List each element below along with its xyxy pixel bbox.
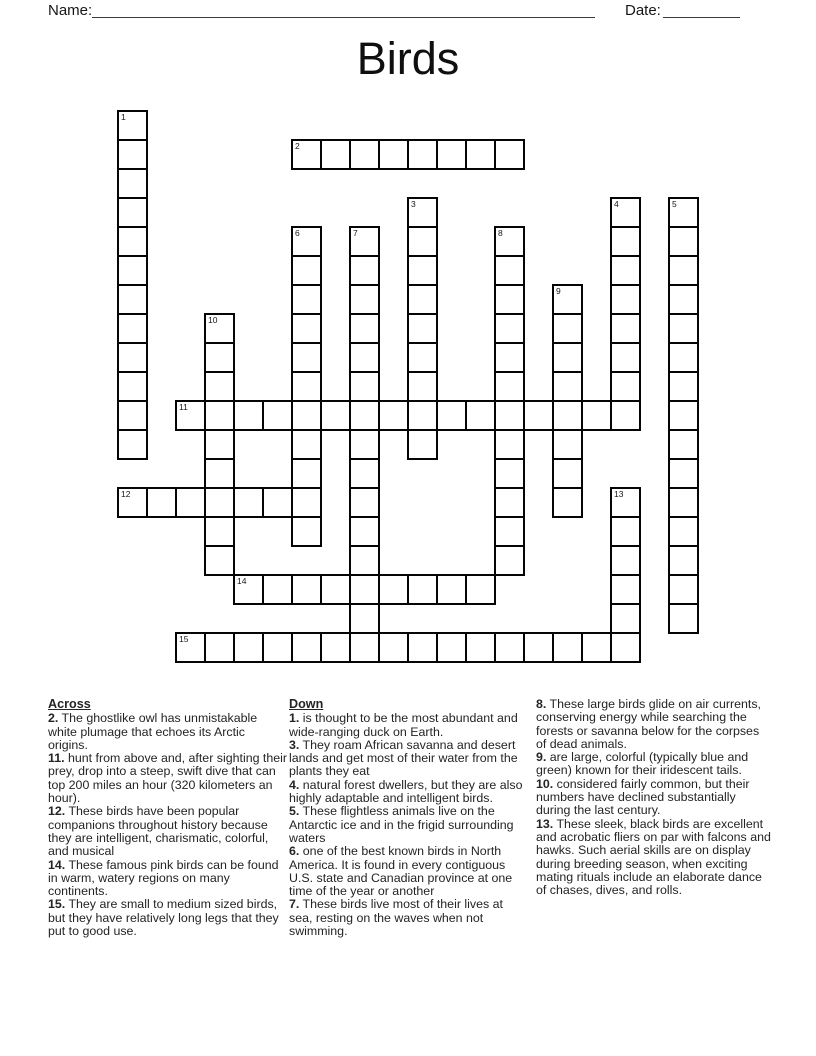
clue-number: 4. [289,777,300,792]
grid-cell[interactable] [407,574,438,605]
grid-cell[interactable] [668,313,699,344]
grid-cell[interactable] [407,226,438,257]
date-input-line[interactable] [663,0,740,18]
grid-cell[interactable] [523,400,554,431]
grid-cell[interactable] [610,197,641,228]
grid-cell[interactable] [407,197,438,228]
down-clues-column-continued [536,698,772,897]
grid-cell[interactable] [552,487,583,518]
grid-cell[interactable] [494,313,525,344]
grid-cell[interactable] [610,487,641,518]
grid-cell[interactable] [610,603,641,634]
grid-cell[interactable] [262,487,293,518]
clue-down-9: 9. are large, colorful (typically blue and green) known for their iridescent tails. [536,750,749,778]
grid-cell[interactable] [291,342,322,373]
grid-cell[interactable] [668,255,699,286]
grid-cell[interactable] [204,516,235,547]
clue-down-4: 4. natural forest dwellers, but they are also highly adaptable and intelligent birds. [289,777,523,806]
cell-number: 7 [353,228,358,238]
grid-cell[interactable] [320,574,351,605]
grid-cell[interactable] [117,313,148,344]
grid-cell[interactable] [146,487,177,518]
grid-cell[interactable] [349,226,380,257]
cell-number: 12 [121,489,131,499]
across-clue-list [48,712,288,938]
cell-number: 2 [295,141,300,151]
grid-cell[interactable] [204,313,235,344]
grid-cell[interactable] [291,516,322,547]
grid-cell[interactable] [204,342,235,373]
grid-cell[interactable] [610,371,641,402]
grid-cell[interactable] [494,226,525,257]
clue-number: 14. [48,857,66,872]
grid-cell[interactable] [378,400,409,431]
cell-number: 5 [672,199,677,209]
grid-cell[interactable] [581,400,612,431]
grid-cell[interactable] [668,197,699,228]
clue-across-12: 12. These birds have been popular companions throughout history because they are intelligent, charismatic, colorful, and musical [48,804,269,859]
grid-cell[interactable] [204,458,235,489]
grid-cell[interactable] [581,632,612,663]
cell-number: 1 [121,112,126,122]
grid-cell[interactable] [349,284,380,315]
grid-cell[interactable] [291,255,322,286]
grid-cell[interactable] [552,284,583,315]
grid-cell[interactable] [610,313,641,344]
grid-cell[interactable] [610,342,641,373]
cell-number: 11 [179,402,188,412]
grid-cell[interactable] [610,226,641,257]
grid-cell[interactable] [262,400,293,431]
grid-cell[interactable] [349,487,380,518]
clue-down-7: 7. These birds live most of their lives at sea, resting on the waves when not swimming. [289,897,503,939]
grid-cell[interactable] [552,400,583,431]
grid-cell[interactable] [204,371,235,402]
grid-cell[interactable] [668,284,699,315]
grid-cell[interactable] [291,313,322,344]
grid-cell[interactable] [465,574,496,605]
cell-number: 6 [295,228,300,238]
clue-down-6: 6. one of the best known birds in North America. It is found in every contiguous U.S. state and Canadian province at one time of the year or another [289,844,513,899]
grid-cell[interactable] [320,632,351,663]
grid-cell[interactable] [349,139,380,170]
clue-number: 13. [536,816,554,831]
grid-cell[interactable] [465,632,496,663]
grid-cell[interactable] [175,632,206,663]
grid-cell[interactable] [494,371,525,402]
grid-cell[interactable] [668,400,699,431]
cell-number: 8 [498,228,503,238]
grid-cell[interactable] [175,487,206,518]
grid-cell[interactable] [668,458,699,489]
clue-number: 7. [289,897,300,912]
grid-cell[interactable] [610,516,641,547]
clue-down-5: 5. These flightless animals live on the Antarctic ice and in the frigid surrounding waters [289,804,514,845]
clue-down-8: 8. These large birds glide on air currents, conserving energy while searching the forests or savanna below for the corpses of dead animals. [536,697,761,751]
grid-cell[interactable] [552,429,583,460]
grid-cell[interactable] [349,458,380,489]
clue-across-14: 14. These famous pink birds can be found in warm, watery regions on many continents. [48,857,279,899]
grid-cell[interactable] [610,255,641,286]
grid-cell[interactable] [204,400,235,431]
grid-cell[interactable] [494,284,525,315]
grid-cell[interactable] [552,371,583,402]
down-clue-list [289,712,527,938]
grid-cell[interactable] [552,458,583,489]
cell-number: 14 [237,576,247,586]
grid-cell[interactable] [233,400,264,431]
grid-cell[interactable] [668,342,699,373]
clue-across-2: 2. The ghostlike owl has unmistakable white plumage that echoes its Arctic origins. [48,711,258,752]
grid-cell[interactable] [407,371,438,402]
grid-cell[interactable] [262,574,293,605]
grid-cell[interactable] [117,487,148,518]
grid-cell[interactable] [407,139,438,170]
grid-cell[interactable] [436,139,467,170]
grid-cell[interactable] [233,487,264,518]
grid-cell[interactable] [204,545,235,576]
grid-cell[interactable] [349,255,380,286]
grid-cell[interactable] [552,342,583,373]
cell-number: 4 [614,199,619,209]
grid-cell[interactable] [494,429,525,460]
grid-cell[interactable] [204,429,235,460]
name-label: Name: [48,2,93,19]
grid-cell[interactable] [436,400,467,431]
clue-down-1: 1. is thought to be the most abundant and wide-ranging duck on Earth. [289,711,518,739]
down-heading: Down [289,697,324,711]
grid-cell[interactable] [494,545,525,576]
grid-cell[interactable] [349,429,380,460]
cell-number: 3 [411,199,416,209]
grid-cell[interactable] [378,139,409,170]
grid-cell[interactable] [668,487,699,518]
clue-number: 6. [289,844,300,859]
clue-number: 1. [289,711,300,726]
grid-cell[interactable] [349,342,380,373]
grid-cell[interactable] [117,429,148,460]
grid-cell[interactable] [349,574,380,605]
grid-cell[interactable] [407,342,438,373]
grid-cell[interactable] [610,545,641,576]
grid-cell[interactable] [117,168,148,199]
grid-cell[interactable] [349,400,380,431]
grid-cell[interactable] [204,487,235,518]
grid-cell[interactable] [668,516,699,547]
grid-cell[interactable] [407,284,438,315]
cell-number: 10 [208,315,218,325]
grid-cell[interactable] [175,400,206,431]
grid-cell[interactable] [407,429,438,460]
grid-cell[interactable] [494,458,525,489]
clue-number: 12. [48,804,66,819]
grid-cell[interactable] [668,603,699,634]
grid-cell[interactable] [117,226,148,257]
grid-cell[interactable] [291,284,322,315]
grid-cell[interactable] [349,516,380,547]
grid-cell[interactable] [291,226,322,257]
grid-cell[interactable] [668,574,699,605]
grid-cell[interactable] [552,313,583,344]
grid-cell[interactable] [349,371,380,402]
grid-cell[interactable] [291,574,322,605]
grid-cell[interactable] [668,226,699,257]
grid-cell[interactable] [378,632,409,663]
grid-cell[interactable] [117,255,148,286]
cell-number: 15 [179,634,189,644]
clue-number: 9. [536,750,547,765]
clue-number: 8. [536,697,547,711]
down-clue-list-continued [536,698,772,897]
grid-cell[interactable] [117,197,148,228]
grid-cell[interactable] [291,487,322,518]
clue-number: 2. [48,711,59,726]
grid-cell[interactable] [668,545,699,576]
clue-number: 3. [289,737,300,752]
grid-cell[interactable] [320,139,351,170]
grid-cell[interactable] [291,429,322,460]
page-title: Birds [356,33,460,84]
grid-cell[interactable] [117,371,148,402]
grid-cell[interactable] [320,400,351,431]
grid-cell[interactable] [117,342,148,373]
grid-cell[interactable] [291,139,322,170]
grid-cell[interactable] [378,574,409,605]
clue-across-11: 11. hunt from above and, after sighting their prey, drop into a steep, swift dive that can top 200 miles an hour (320 kilometers an hour). [48,751,288,806]
grid-cell[interactable] [494,516,525,547]
cell-number: 9 [556,286,561,296]
grid-cell[interactable] [523,632,554,663]
cell-number: 13 [614,489,624,499]
grid-cell[interactable] [436,632,467,663]
clue-across-15: 15. They are small to medium sized birds, but they have relatively long legs that they put to good use. [48,897,279,939]
grid-cell[interactable] [117,400,148,431]
grid-cell[interactable] [291,458,322,489]
grid-cell[interactable] [465,139,496,170]
clue-number: 5. [289,804,300,819]
grid-cell[interactable] [610,400,641,431]
grid-cell[interactable] [494,487,525,518]
grid-cell[interactable] [291,371,322,402]
grid-cell[interactable] [610,632,641,663]
grid-cell[interactable] [117,284,148,315]
grid-cell[interactable] [552,632,583,663]
grid-cell[interactable] [407,400,438,431]
grid-cell[interactable] [494,342,525,373]
grid-cell[interactable] [233,632,264,663]
grid-cell[interactable] [117,110,148,141]
grid-cell[interactable] [233,574,264,605]
across-clues-column [48,698,288,938]
grid-cell[interactable] [610,574,641,605]
grid-cell[interactable] [668,371,699,402]
clue-down-3: 3. They roam African savanna and desert lands and get most of their water from the plants they eat [289,737,518,779]
grid-cell[interactable] [494,632,525,663]
clue-down-13: 13. These sleek, black birds are excellent and acrobatic fliers on par with falcons and hawks. Such aerial skills are on display during breeding season, when exciting mating rituals include an elaborate dance of chases, dives, and rolls. [536,816,771,898]
grid-cell[interactable] [407,632,438,663]
clue-number: 15. [48,897,66,912]
grid-cell[interactable] [494,400,525,431]
clue-number: 11. [48,751,65,766]
grid-cell[interactable] [262,632,293,663]
grid-cell[interactable] [349,603,380,634]
across-heading: Across [48,697,91,711]
name-input-line[interactable] [92,0,595,18]
date-label: Date: [625,2,661,19]
grid-cell[interactable] [407,313,438,344]
grid-cell[interactable] [610,284,641,315]
grid-cell[interactable] [349,313,380,344]
clue-number: 10. [536,776,554,791]
grid-cell[interactable] [668,429,699,460]
grid-cell[interactable] [349,545,380,576]
clue-down-10: 10. considered fairly common, but their numbers have declined substantially during the last century. [536,776,750,818]
grid-cell[interactable] [204,632,235,663]
grid-cell[interactable] [291,400,322,431]
grid-cell[interactable] [291,632,322,663]
grid-cell[interactable] [349,632,380,663]
grid-cell[interactable] [494,255,525,286]
grid-cell[interactable] [465,400,496,431]
grid-cell[interactable] [436,574,467,605]
grid-cell[interactable] [407,255,438,286]
down-clues-column [289,698,527,938]
grid-cell[interactable] [494,139,525,170]
grid-cell[interactable] [117,139,148,170]
